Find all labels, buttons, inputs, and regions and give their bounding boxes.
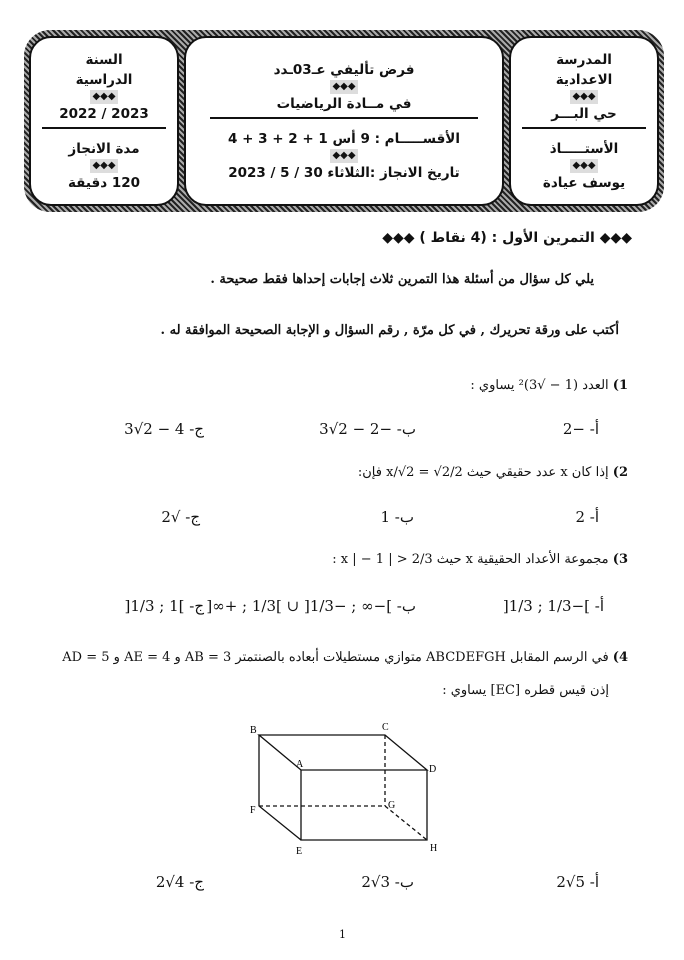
page-number: 1 bbox=[339, 928, 346, 941]
year-label-2: الدراسية bbox=[75, 71, 133, 88]
teacher-label: الأستـــــاذ bbox=[549, 140, 619, 157]
option-b: ب- −2 − 2√3 bbox=[319, 420, 416, 438]
label-b: B bbox=[250, 725, 257, 736]
option-a: أ- 2 bbox=[575, 508, 599, 526]
option-b: ب- 1 bbox=[380, 508, 414, 526]
label-d: D bbox=[429, 764, 437, 775]
option-b: ب- ]−∞ ; −1/3[ ∪ ]1/3 ; +∞[ bbox=[206, 597, 416, 615]
dots-ornament: ◆◆◆ bbox=[572, 159, 596, 171]
dots-ornament: ◆◆◆ bbox=[92, 159, 116, 171]
exam-subject: في مــادة الرياضيات bbox=[276, 95, 412, 112]
school-label: المدرسة bbox=[556, 51, 612, 68]
option-c: ج- 4√2 bbox=[155, 873, 204, 891]
question-text: في الرسم المقابل ABCDEFGH متوازي مستطيلات أبعاده بالصنتمتر AB = 3 و AE = 4 و AD = 5 bbox=[62, 650, 609, 665]
question-number: 4) bbox=[612, 650, 628, 665]
teacher-name: يوسف عيادة bbox=[542, 174, 626, 191]
school-type: الاعدادية bbox=[555, 71, 613, 88]
school-location: حي البـــر bbox=[551, 105, 617, 122]
dots-ornament: ◆◆◆ bbox=[332, 149, 356, 161]
option-a: أ- ]−1/3 ; 1/3[ bbox=[502, 597, 604, 615]
option-b: ب- 3√2 bbox=[361, 873, 414, 891]
exercise-intro: يلي كل سؤال من أسئلة هذا التمرين ثلاث إجابات إحداها فقط صحيحة . bbox=[210, 272, 594, 287]
exercise-instruction: أكتب على ورقة تحريرك , في كل مرّة , رقم السؤال و الإجابة الصحيحة الموافقة له . bbox=[160, 323, 619, 338]
question-number: 1) bbox=[612, 378, 628, 393]
option-c: ج- √2 bbox=[161, 508, 200, 526]
top-face bbox=[259, 735, 427, 770]
question-number: 3) bbox=[612, 552, 628, 567]
label-g: G bbox=[388, 800, 396, 811]
option-c: ج- 4 − 2√3 bbox=[124, 420, 204, 438]
option-c: ج- ]1 ; 1/3[ bbox=[124, 597, 204, 615]
label-e: E bbox=[296, 846, 303, 857]
question-text: إذا كان x عدد حقيقي حيث x/√2 = √2/2 فإن: bbox=[357, 465, 609, 480]
option-a: أ- −2 bbox=[562, 420, 599, 438]
dots-ornament: ◆◆◆ bbox=[332, 80, 356, 92]
left-edges bbox=[259, 735, 301, 840]
label-a: A bbox=[296, 759, 304, 770]
school-year: 2023 / 2022 bbox=[59, 105, 149, 122]
front-face bbox=[301, 770, 427, 840]
question-number: 2) bbox=[612, 465, 628, 480]
exam-title: فرض تأليفي عـ03ـدد bbox=[273, 61, 415, 78]
duration-label: مدة الانجاز bbox=[68, 140, 140, 157]
hidden-edges bbox=[259, 735, 427, 840]
label-h: H bbox=[430, 843, 438, 854]
duration-value: 120 دقيقة bbox=[67, 174, 141, 191]
exam-date: تاريخ الانجاز :الثلاثاء 30 / 5 / 2023 bbox=[228, 164, 460, 181]
dots-ornament: ◆◆◆ bbox=[92, 90, 116, 102]
question-text: مجموعة الأعداد الحقيقية x حيث 2/3 < | x | − 1 : bbox=[332, 552, 609, 567]
label-f: F bbox=[250, 805, 256, 816]
question-text: العدد (1 − √3)² يساوي : bbox=[470, 378, 609, 393]
option-a: أ- 5√2 bbox=[556, 873, 599, 891]
year-label: السنة bbox=[85, 51, 123, 68]
exam-classes: الأقســـــام : 9 أس 1 + 2 + 3 + 4 bbox=[228, 130, 460, 147]
exercise-title: ◆◆◆ التمرين الأول : (4 نقاط ) ◆◆◆ bbox=[382, 230, 632, 246]
dots-ornament: ◆◆◆ bbox=[572, 90, 596, 102]
label-c: C bbox=[382, 722, 389, 733]
question-4-continued: إذن قيس قطره [EC] يساوي : bbox=[442, 683, 609, 698]
